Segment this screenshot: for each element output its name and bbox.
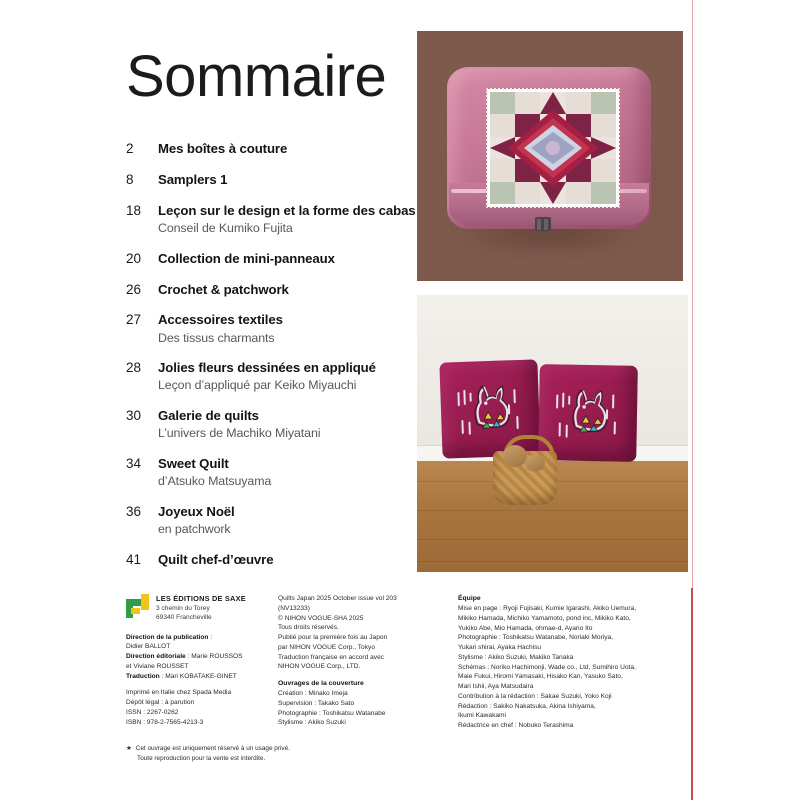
toc-entry[interactable] <box>126 250 416 268</box>
cover-credit-line: Photographie : Toshikatsu Watanabe <box>278 709 386 717</box>
french-credits <box>126 633 271 682</box>
toc-entry[interactable] <box>126 311 416 346</box>
toc-entry[interactable] <box>126 503 416 538</box>
toc-page-number: 26 <box>126 281 142 297</box>
rabbit-applique-icon <box>550 379 625 446</box>
photo-cushions <box>417 295 688 572</box>
cover-credits-heading: Ouvrages de la couverture <box>278 680 364 687</box>
photo-sewing-box <box>417 31 683 281</box>
team-credit-line: Schémas : Noriko Hachimonji, Wade co., Ltd, Sumihiro Uota, <box>458 663 636 671</box>
origin-line: © NIHON VOGUE-SHA 2025 <box>278 614 364 622</box>
toc-entry-title: Mes boîtes à couture <box>158 141 288 156</box>
toc-entry-title: Jolies fleurs dessinées en appliqué <box>158 360 376 376</box>
accent-edge-rule <box>691 588 693 800</box>
publisher-address-line1: 3 chemin du Torey <box>156 604 210 612</box>
toc-entry-title: Leçon sur le design et la forme des cabas <box>158 202 416 218</box>
page-title: Sommaire <box>126 44 387 109</box>
origin-line: Publié pour la première fois au Japon <box>278 634 388 641</box>
patchwork-star-block <box>487 89 619 207</box>
toc-page-number: 28 <box>126 360 142 376</box>
toc-entry[interactable] <box>126 551 416 569</box>
french-credit-line: Direction de la publication : <box>126 633 213 641</box>
team-credit-line: Rédactrice en chef : Nobuko Terashima <box>458 722 574 730</box>
credit-value: et Viviane ROUSSET <box>126 662 189 670</box>
cover-credit-line: Supervision : Takako Sato <box>278 699 355 707</box>
toc-entry-title: Sweet Quilt <box>158 456 229 472</box>
toc-entry-title: Accessoires textiles <box>158 312 283 328</box>
team-heading: Équipe <box>458 595 481 602</box>
toc-page-number: 30 <box>126 408 142 424</box>
toc-entry-title: Collection de mini-panneaux <box>158 250 335 266</box>
toc-entry[interactable] <box>126 281 416 299</box>
origin-line: (NV13233) <box>278 604 310 612</box>
french-credit-line <box>126 642 271 652</box>
toc-entry-subtitle: Conseil de Kumiko Fujita <box>158 220 293 235</box>
wooden-ball <box>503 445 527 467</box>
toc-entry[interactable] <box>126 202 416 237</box>
print-info-line: ISSN : 2267-0262 <box>126 708 179 716</box>
french-credit-line: Traduction : Mari KOBATAKE-GINET <box>126 672 237 680</box>
credit-label: Traduction <box>126 672 160 680</box>
publisher-name: LES ÉDITIONS DE SAXE <box>156 594 246 603</box>
toc-page-number: 27 <box>126 312 142 328</box>
cover-credit-line: Stylisme : Akiko Suzuki <box>278 719 346 727</box>
french-credit-line: Direction éditoriale : Marie ROUSSOS <box>126 653 243 661</box>
wooden-ball <box>525 455 545 471</box>
colophon-column-origin <box>278 594 450 728</box>
team-credit-line: Rédaction : Sakiko Nakatsuka, Akina Ishiyama, <box>458 702 596 710</box>
team-credit-line: Stylisme : Akiko Suzuki, Makiko Tanaka <box>458 653 574 661</box>
toc-page-number: 18 <box>126 202 142 218</box>
toc-entry-subtitle: Des tissus charmants <box>158 330 275 345</box>
original-edition-info <box>278 594 450 672</box>
print-info-line: Imprimé en Italie chez Spada Media <box>126 689 232 697</box>
credit-value: Marie ROUSSOS <box>191 653 243 661</box>
toc-entry[interactable] <box>126 171 416 189</box>
team-credit-line: Photographie : Toshikatsu Watanabe, Noriaki Moriya, <box>458 634 614 642</box>
toc-entry[interactable] <box>126 140 416 158</box>
toc-page-number: 41 <box>126 551 142 567</box>
publisher-logo-block <box>126 594 271 623</box>
notice-line-2: Toute reproduction pour la vente est interdite. <box>137 754 266 762</box>
colophon-column-publisher <box>126 594 271 727</box>
toc-page-number: 34 <box>126 456 142 472</box>
cover-credit-line: Création : Minako Imeja <box>278 690 348 698</box>
toc-entry-subtitle: en patchwork <box>158 522 231 537</box>
toc-page-number: 20 <box>126 250 142 266</box>
star-icon: ★ <box>126 745 132 752</box>
team-credit-line: Maie Fukui, Hiromi Yamasaki, Hisako Kan, Yasuko Sato, <box>458 673 623 681</box>
team-credit-line: Mikiko Hamada, Michiko Yamamoto, pond inc, Mikiko Kato, <box>458 614 631 622</box>
ricrac-trim <box>486 88 620 208</box>
toc-entry-title: Quilt chef-d’œuvre <box>158 551 274 567</box>
credit-value: Mari KOBATAKE-GINET <box>165 672 237 680</box>
toc-entry-title: Galerie de quilts <box>158 408 259 424</box>
team-credit-line: Contribution à la rédaction : Sakae Suzuki, Yoko Koji <box>458 692 612 700</box>
origin-line: Quilts Japan 2025 October issue vol 203 <box>278 595 397 602</box>
toc-entry-title: Joyeux Noël <box>158 503 235 519</box>
toc-entry-title: Samplers 1 <box>158 171 228 187</box>
french-credit-line <box>126 662 271 672</box>
toc-entry[interactable] <box>126 455 416 490</box>
toc-page-number: 2 <box>126 141 134 156</box>
cover-credits <box>278 689 450 728</box>
copyright-notice <box>126 744 376 764</box>
print-info-line: ISBN : 978-2-7565-4213-3 <box>126 718 204 726</box>
table-of-contents <box>126 140 416 582</box>
origin-line: Tous droits réservés. <box>278 624 339 632</box>
toc-entry-subtitle: Leçon d’appliqué par Keiko Miyauchi <box>158 378 357 393</box>
print-info-line: Dépôt légal : à parution <box>126 699 195 707</box>
publisher-address-line2: 69340 Francheville <box>156 614 212 622</box>
rabbit-applique-icon <box>452 375 528 444</box>
team-credit-line: Mise en page : Ryoji Fujisaki, Kumie Igarashi, Akiko Uemura, <box>458 605 637 613</box>
saxe-logo-icon <box>126 594 150 618</box>
zipper-pull-icon <box>535 217 551 231</box>
credit-label: Direction éditoriale <box>126 653 186 661</box>
toc-entry-title: Crochet & patchwork <box>158 281 289 297</box>
toc-entry-subtitle: d’Atsuko Matsuyama <box>158 474 272 489</box>
origin-line: Traduction française en accord avec <box>278 653 385 661</box>
origin-line: NIHON VOGUE Corp., LTD. <box>278 663 361 671</box>
origin-line: par NIHON VOGUE Corp., Tokyo <box>278 643 375 651</box>
team-credits <box>458 604 688 731</box>
credit-value: Didier BALLOT <box>126 643 171 651</box>
team-credit-line: Ikumi Kawakami <box>458 712 507 720</box>
credit-label: Direction de la publication <box>126 633 209 641</box>
toc-entry[interactable] <box>126 359 416 394</box>
toc-page-number: 36 <box>126 503 142 519</box>
team-credit-line: Mari Ishii, Aya Matsudaira <box>458 683 534 691</box>
toc-entry-subtitle: L’univers de Machiko Miyatani <box>158 426 321 441</box>
notice-line-1: Cet ouvrage est uniquement réservé à un usage privé. <box>135 745 290 752</box>
team-credit-line: Yukiko Abe, Mio Hamada, ohmae-d, Ayano Ito <box>458 624 593 632</box>
toc-page-number: 8 <box>126 171 134 187</box>
print-information <box>126 688 271 727</box>
colophon-column-team <box>458 594 688 731</box>
toc-entry[interactable] <box>126 407 416 442</box>
team-credit-line: Yukari shirai, Ayaka Hachisu <box>458 644 542 652</box>
